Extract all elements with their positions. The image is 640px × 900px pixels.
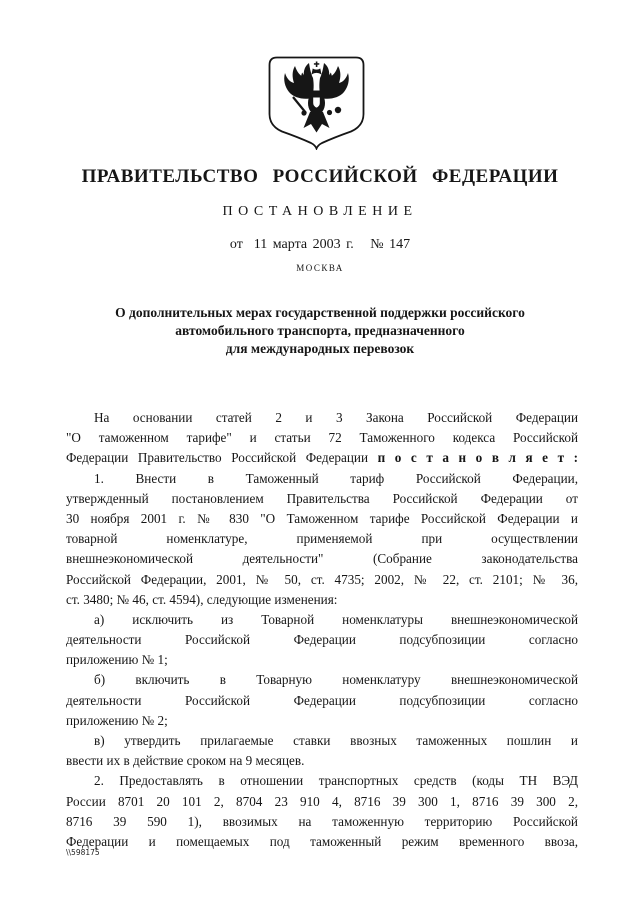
document-title-line: О дополнительных мерах государственной поддержки российского bbox=[115, 305, 525, 320]
body-line: Федерации Правительство Российской Федерации п о с т а н о в л я е т : bbox=[66, 450, 578, 466]
body-line: 8716 39 590 1), ввозимых на таможенную территорию Российской bbox=[66, 813, 578, 829]
city-label: МОСКВА bbox=[296, 263, 344, 273]
body-line: ввести их в действие сроком на 9 месяцев. bbox=[66, 753, 305, 769]
body-line: России 8701 20 101 2, 8704 23 910 4, 8716 39 300 1, 8716 39 300 2, bbox=[66, 793, 578, 809]
coat-of-arms-icon bbox=[268, 56, 365, 150]
paragraph bbox=[66, 670, 578, 731]
body-line: приложению № 2; bbox=[66, 712, 168, 728]
body-line: б) включить в Товарную номенклатуру внешнеэкономической bbox=[94, 672, 578, 688]
paragraph bbox=[66, 610, 578, 671]
body-line: а) исключить из Товарной номенклатуры внешнеэкономической bbox=[94, 611, 578, 627]
body-line: ст. 3480; № 46, ст. 4594), следующие изменения: bbox=[66, 591, 338, 607]
document-title-line: автомобильного транспорта, предназначенного bbox=[175, 323, 465, 338]
document-title bbox=[0, 304, 640, 358]
body-line: деятельности Российской Федерации подсубпозиции согласно bbox=[66, 632, 578, 648]
body-line: товарной номенклатуре, применяемой при осуществлении bbox=[66, 531, 578, 547]
document-type: ПОСТАНОВЛЕНИЕ bbox=[222, 204, 418, 219]
government-title: ПРАВИТЕЛЬСТВО РОССИЙСКОЙ ФЕДЕРАЦИИ bbox=[81, 166, 559, 187]
body-line: Российской Федерации, 2001, № 50, ст. 4735; 2002, № 22, ст. 2101; № 36, bbox=[66, 571, 578, 587]
body-line: Федерации и помещаемых под таможенный режим временного ввоза, bbox=[66, 833, 578, 849]
body-line: деятельности Российской Федерации подсубпозиции согласно bbox=[66, 692, 578, 708]
document-number: \\598175 bbox=[66, 848, 100, 857]
paragraph bbox=[66, 469, 578, 610]
body-line: 1. Внести в Таможенный тариф Российской Федерации, bbox=[94, 470, 578, 486]
body-line: 2. Предоставлять в отношении транспортных средств (коды ТН ВЭД bbox=[94, 773, 578, 789]
body-line: 30 ноября 2001 г. № 830 "О Таможенном тарифе Российской Федерации и bbox=[66, 510, 578, 526]
document-date: от 11 марта 2003 г. № 147 bbox=[229, 237, 411, 252]
document-title-line: для международных перевозок bbox=[225, 341, 415, 356]
paragraph bbox=[66, 731, 578, 771]
body-line: приложению № 1; bbox=[66, 652, 168, 668]
body-line: "О таможенном тарифе" и статьи 72 Таможенного кодекса Российской bbox=[66, 430, 578, 446]
body-line: в) утвердить прилагаемые ставки ввозных таможенных пошлин и bbox=[94, 733, 578, 748]
paragraph bbox=[66, 771, 578, 852]
body-line: внешнеэкономической деятельности" (Собрание законодательства bbox=[66, 551, 578, 567]
bold-emphasis: п о с т а н о в л я е т : bbox=[377, 450, 578, 466]
body-line: На основании статей 2 и 3 Закона Российской Федерации bbox=[94, 410, 578, 425]
body-line: утвержденный постановлением Правительства Российской Федерации от bbox=[66, 490, 578, 506]
document-body bbox=[66, 408, 578, 852]
paragraph bbox=[66, 408, 578, 469]
